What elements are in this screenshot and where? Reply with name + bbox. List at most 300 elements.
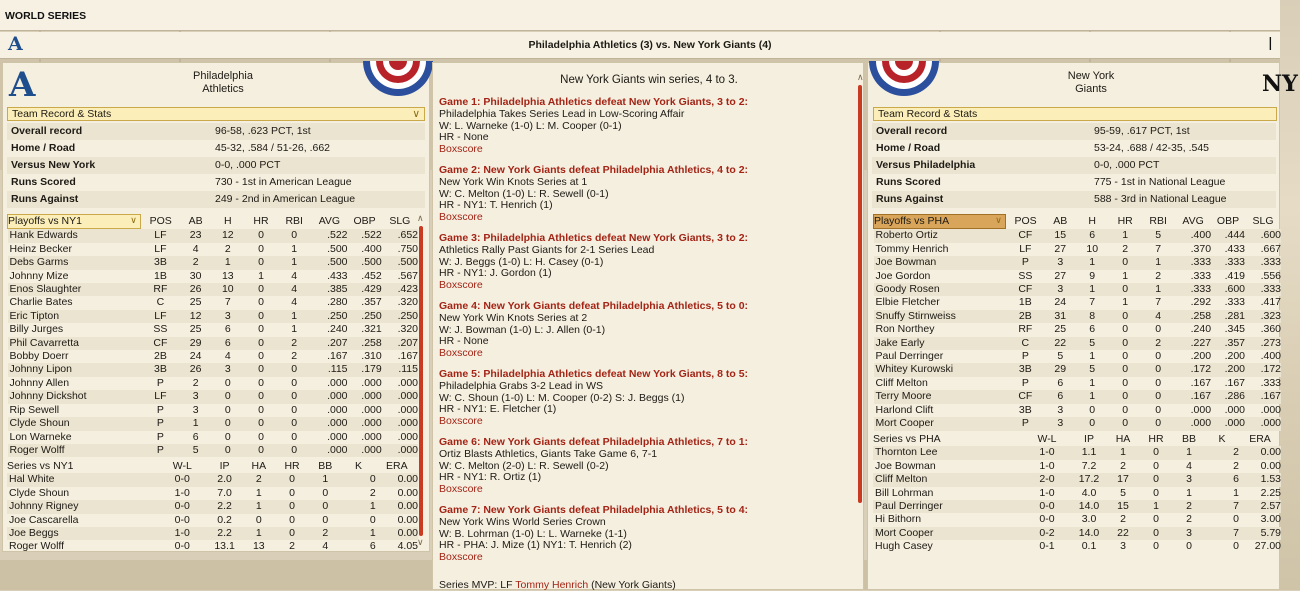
game-detail: HR - NY1: J. Gordon (1) <box>439 267 552 280</box>
game-title[interactable]: Game 6: New York Giants defeat Philadelphia Athletics, 7 to 1: <box>439 436 749 448</box>
stat-cell: 4 <box>224 350 231 363</box>
stat-cell: 4.0 <box>1081 486 1097 499</box>
record-row <box>872 140 1276 157</box>
game-detail: W: J. Bowman (1-0) L: J. Allen (0-1) <box>439 323 606 336</box>
team-name-line1: New York <box>1067 70 1115 82</box>
column-header[interactable]: IP <box>219 460 230 472</box>
column-header[interactable]: IP <box>1084 433 1094 445</box>
column-header[interactable]: HR <box>284 460 300 472</box>
stat-cell: .000 <box>311 390 347 403</box>
column-header[interactable]: AB <box>1053 215 1068 227</box>
stat-cell: 0 <box>309 500 341 513</box>
split-selector[interactable] <box>8 215 141 229</box>
stat-cell: .000 <box>1260 403 1281 416</box>
column-header[interactable]: H <box>1088 215 1097 227</box>
stat-cell: 0 <box>1155 323 1162 336</box>
stat-cell: 3 <box>1120 540 1126 553</box>
player-name[interactable]: Snuffy Stirnweiss <box>874 310 1006 323</box>
stat-cell: 1 <box>1122 296 1129 309</box>
stat-cell: 4 <box>1141 310 1175 323</box>
team-record-selector[interactable] <box>873 107 1277 121</box>
stat-cell: 1 <box>1107 446 1139 459</box>
column-header[interactable]: H <box>224 215 232 227</box>
stat-cell: 0 <box>258 323 264 336</box>
stat-cell: 2 <box>289 540 295 553</box>
stat-cell: C <box>1005 337 1045 350</box>
table-row <box>874 350 1282 363</box>
stat-cell: 13.1 <box>214 540 235 553</box>
game-title[interactable]: Game 1: Philadelphia Athletics defeat New York Giants, 3 to 2: <box>439 96 749 108</box>
column-header[interactable]: POS <box>1014 215 1037 227</box>
player-name[interactable]: Phil Cavarretta <box>8 337 141 350</box>
stat-cell: 6 <box>1057 376 1064 389</box>
column-header[interactable]: SLG <box>389 215 411 227</box>
stat-cell: .000 <box>382 444 418 457</box>
table-row <box>8 417 419 430</box>
scroll-down-icon[interactable]: ∨ <box>417 537 424 547</box>
boxscore-link[interactable]: Boxscore <box>439 211 483 224</box>
stat-cell: .200 <box>1224 350 1245 363</box>
record-row <box>7 140 425 157</box>
table-row <box>8 283 419 296</box>
mvp-suffix: (New York Giants) <box>588 579 676 591</box>
stat-cell: 6 <box>192 430 199 443</box>
column-header[interactable]: AB <box>188 215 203 227</box>
boxscore-link[interactable]: Boxscore <box>439 483 483 496</box>
stat-cell: 1 <box>1075 256 1109 269</box>
stat-cell: 1-0 <box>1023 446 1071 459</box>
stat-cell: 2.57 <box>1239 500 1281 513</box>
stat-cell: P <box>140 444 180 457</box>
player-name[interactable]: Mort Cooper <box>874 417 1006 430</box>
table-header-row <box>873 433 1281 446</box>
stat-cell: 0 <box>258 296 264 309</box>
stat-cell: .750 <box>397 242 418 255</box>
record-row <box>872 157 1276 174</box>
stat-cell: 17 <box>1107 473 1139 486</box>
player-name[interactable]: Elbie Fletcher <box>875 296 940 309</box>
stat-cell: 5 <box>1075 363 1109 376</box>
stat-cell: 2 <box>1205 446 1239 459</box>
stat-cell: .433 <box>1224 242 1245 255</box>
stat-cell: 1 <box>1089 350 1096 363</box>
game-title[interactable]: Game 2: New York Giants defeat Philadelphia Athletics, 4 to 2: <box>439 164 749 176</box>
stat-cell: 6 <box>1075 229 1109 243</box>
column-header[interactable]: HA <box>1115 433 1131 445</box>
table-row <box>8 256 419 269</box>
stat-cell: 24 <box>1054 296 1067 309</box>
stat-cell: .310 <box>361 350 382 363</box>
player-name[interactable]: Heinz Becker <box>9 242 72 255</box>
stat-cell: 1 <box>255 486 262 499</box>
game-title[interactable]: Game 4: New York Giants defeat Philadelphia Athletics, 5 to 0: <box>439 300 749 312</box>
player-name[interactable]: Terry Moore <box>874 390 1006 403</box>
team-record-selector[interactable] <box>7 107 425 121</box>
stat-cell: 0.00 <box>1260 459 1281 472</box>
stat-cell: 0 <box>245 337 277 350</box>
column-header[interactable]: RBI <box>1149 215 1167 227</box>
stat-cell: 6 <box>1045 390 1075 403</box>
stat-cell: 0 <box>277 390 311 403</box>
stat-cell: .172 <box>1175 363 1211 376</box>
stat-cell: .333 <box>1245 256 1281 269</box>
stat-cell: 3B <box>140 363 180 376</box>
table-row <box>8 296 419 309</box>
left-scrollbar[interactable] <box>419 226 423 536</box>
player-name[interactable]: Hank Edwards <box>8 229 141 243</box>
stat-cell: 1 <box>211 256 245 269</box>
stat-cell: .556 <box>1260 269 1281 282</box>
mvp-prefix: Series MVP: LF <box>439 579 516 591</box>
column-header[interactable]: ERA <box>1249 433 1271 445</box>
giants-panel <box>867 62 1298 590</box>
stat-cell: 3.0 <box>1081 513 1097 526</box>
stat-cell: C <box>156 296 165 309</box>
player-name[interactable]: Mort Cooper <box>873 527 1023 540</box>
stat-cell: 25 <box>189 296 202 309</box>
stat-cell: 13 <box>221 269 234 282</box>
stat-cell: 2.25 <box>1260 486 1281 499</box>
stat-cell: 7 <box>1205 527 1239 540</box>
column-header[interactable]: AVG <box>1182 215 1204 227</box>
record-label: Runs Against <box>11 193 79 205</box>
game-summary <box>439 437 854 496</box>
stat-cell: .000 <box>311 417 347 430</box>
game-summary <box>439 165 854 224</box>
stat-cell: 3 <box>1045 256 1075 269</box>
scroll-up-icon[interactable]: ∧ <box>417 213 424 223</box>
player-name[interactable]: Debs Garms <box>8 256 141 269</box>
player-name[interactable]: Hi Bithorn <box>875 513 922 526</box>
stat-cell: 0 <box>245 444 277 457</box>
stat-cell: CF <box>1005 390 1045 403</box>
player-name[interactable]: Joe Gordon <box>875 269 931 282</box>
stat-cell: P <box>140 417 180 430</box>
stat-cell: 0.00 <box>376 473 418 486</box>
stat-cell: 0 <box>1139 473 1173 486</box>
boxscore-link[interactable]: Boxscore <box>439 347 483 360</box>
record-row <box>872 123 1276 140</box>
stat-cell: 0 <box>1109 417 1141 430</box>
player-name[interactable]: Bill Lohrman <box>875 486 934 499</box>
stat-cell: 2.2 <box>206 527 242 540</box>
stat-cell: 0.00 <box>376 527 418 540</box>
player-name[interactable]: Johnny Rigney <box>7 500 158 513</box>
stat-cell: .000 <box>1224 403 1245 416</box>
middle-scrollbar[interactable] <box>858 85 862 503</box>
split-selector-label: Series vs PHA <box>873 433 941 445</box>
player-name[interactable]: Paul Derringer <box>875 350 944 363</box>
column-header[interactable]: SLG <box>1252 215 1274 227</box>
player-name[interactable]: Clyde Shoun <box>8 417 141 430</box>
stat-cell: 0 <box>277 417 311 430</box>
stat-cell: 6 <box>1205 473 1239 486</box>
game-detail: W: J. Beggs (1-0) L: H. Casey (0-1) <box>439 255 604 268</box>
player-name[interactable]: Billy Jurges <box>9 323 64 336</box>
stat-cell: .000 <box>1190 403 1212 416</box>
player-name[interactable]: Roberto Ortiz <box>874 229 1006 243</box>
player-name[interactable]: Hugh Casey <box>875 540 933 553</box>
stat-cell: 2 <box>1141 337 1175 350</box>
stat-cell: 1 <box>243 527 275 540</box>
column-header[interactable]: HR <box>1117 215 1133 227</box>
player-name[interactable]: Cliff Melton <box>873 473 1023 486</box>
stat-cell: 0 <box>1109 363 1141 376</box>
stat-cell: LF <box>154 242 167 255</box>
record-row <box>872 191 1276 208</box>
stat-cell: .357 <box>1211 337 1245 350</box>
stat-cell: .000 <box>348 417 382 430</box>
stat-cell: 1B <box>153 269 167 282</box>
stat-cell: 0 <box>1109 310 1141 323</box>
player-name[interactable]: Harlond Clift <box>875 403 934 416</box>
player-name[interactable]: Jake Early <box>874 337 1006 350</box>
stat-cell: 5 <box>1075 337 1109 350</box>
stat-cell: .250 <box>348 310 382 323</box>
stat-cell: 0 <box>1153 459 1159 472</box>
column-header[interactable]: W-L <box>1037 433 1057 445</box>
stat-cell: 7 <box>1155 296 1162 309</box>
stat-cell: 3 <box>1173 527 1205 540</box>
stat-cell: LF <box>140 390 180 403</box>
player-name[interactable]: Lon Warneke <box>9 430 72 443</box>
stat-cell: 0-0 <box>1023 500 1071 513</box>
mvp-player-link[interactable]: Tommy Henrich <box>515 579 589 591</box>
stat-cell: 0 <box>211 390 245 403</box>
stat-cell: 0 <box>211 417 245 430</box>
column-header[interactable]: BB <box>1181 433 1196 445</box>
stat-cell: 2 <box>192 376 199 389</box>
player-name[interactable]: Enos Slaughter <box>8 283 141 296</box>
player-name[interactable]: Joe Bowman <box>875 459 936 472</box>
stat-cell: 2 <box>1122 242 1129 255</box>
stat-cell: 1 <box>1141 283 1175 296</box>
stat-cell: 0 <box>1141 390 1175 403</box>
table-row <box>8 390 419 403</box>
split-selector-label: Playoffs vs PHA <box>874 215 950 227</box>
stat-cell: 0 <box>322 486 329 499</box>
stat-cell: 0.00 <box>376 500 418 513</box>
stat-cell: .500 <box>382 256 418 269</box>
stat-cell: .200 <box>1190 350 1212 363</box>
player-name[interactable]: Cliff Melton <box>875 376 928 389</box>
stat-cell: .333 <box>1245 283 1281 296</box>
stat-cell: .167 <box>327 350 348 363</box>
table-row <box>874 363 1282 376</box>
table-row <box>8 377 419 390</box>
player-name[interactable]: Charlie Bates <box>9 296 73 309</box>
player-name[interactable]: Paul Derringer <box>873 500 1023 513</box>
series-summary-panel <box>432 62 864 590</box>
game-title[interactable]: Game 3: Philadelphia Athletics defeat New York Giants, 3 to 2: <box>439 232 749 244</box>
game-summary <box>439 233 854 292</box>
team-name <box>153 70 293 96</box>
table-row <box>8 444 419 457</box>
matchup-bar <box>0 32 1280 59</box>
stat-cell: 0 <box>245 390 277 403</box>
stat-cell: .167 <box>397 350 418 363</box>
column-header[interactable]: OBP <box>1216 215 1240 227</box>
player-name[interactable]: Bobby Doerr <box>9 350 69 363</box>
player-name[interactable]: Johnny Dickshot <box>8 390 141 403</box>
player-name[interactable]: Johnny Mize <box>9 269 69 282</box>
column-header[interactable]: AVG <box>318 215 341 227</box>
record-value: 53-24, .688 / 42-35, .545 <box>1094 142 1210 154</box>
stat-cell: 0 <box>1141 417 1175 430</box>
stat-cell: .167 <box>1224 376 1245 389</box>
stat-cell: 25 <box>1054 323 1067 336</box>
stat-cell: .172 <box>1245 363 1281 376</box>
stat-cell: 3 <box>181 390 211 403</box>
stat-cell: 0 <box>277 229 311 243</box>
stat-cell: .167 <box>1190 376 1212 389</box>
stat-cell: 3 <box>1045 283 1075 296</box>
column-header[interactable]: K <box>355 460 363 472</box>
stat-cell: 24 <box>189 350 202 363</box>
scroll-up-icon[interactable]: ∧ <box>857 72 864 82</box>
record-row <box>7 157 425 174</box>
game-title[interactable]: Game 5: Philadelphia Athletics defeat New York Giants, 8 to 5: <box>439 368 749 380</box>
record-label: Runs Scored <box>876 176 941 188</box>
stat-cell: .000 <box>348 444 382 457</box>
stat-cell: 2 <box>1120 459 1126 472</box>
table-row <box>874 337 1282 350</box>
stat-cell: 3B <box>1018 403 1032 416</box>
player-name[interactable]: Eric Tipton <box>8 310 141 323</box>
stat-cell: 3 <box>192 403 199 416</box>
table-row <box>7 487 418 500</box>
stat-cell: 8 <box>1075 310 1109 323</box>
stat-cell: 1 <box>1109 229 1141 243</box>
stat-cell: 2-0 <box>1023 473 1071 486</box>
table-row <box>7 500 418 513</box>
record-label: Runs Scored <box>11 176 76 188</box>
stat-cell: 0 <box>1122 376 1129 389</box>
stat-cell: P <box>1005 256 1045 269</box>
stat-cell: 0 <box>1122 323 1129 336</box>
player-name[interactable]: Johnny Lipon <box>8 363 141 376</box>
player-name[interactable]: Tommy Henrich <box>875 242 949 255</box>
player-name[interactable]: Ron Northey <box>875 323 935 336</box>
stat-cell: .286 <box>1211 390 1245 403</box>
player-name[interactable]: Joe Bowman <box>874 256 1006 269</box>
stat-cell: .115 <box>382 363 418 376</box>
stat-cell: 26 <box>181 363 211 376</box>
stat-cell: 0 <box>1139 446 1173 459</box>
player-name[interactable]: Johnny Allen <box>9 376 70 389</box>
stat-cell: 7 <box>1205 500 1239 513</box>
game-title[interactable]: Game 7: New York Giants defeat Philadelphia Athletics, 5 to 4: <box>439 504 749 516</box>
record-value: 730 - 1st in American League <box>215 176 352 188</box>
column-header[interactable]: HA <box>251 460 267 472</box>
stat-cell: 0-0 <box>174 540 190 553</box>
stat-cell: 0 <box>277 363 311 376</box>
stat-cell: 29 <box>181 337 211 350</box>
player-name[interactable]: Whitey Kurowski <box>874 363 1006 376</box>
stat-cell: 6 <box>1089 323 1096 336</box>
stat-cell: 26 <box>181 283 211 296</box>
stat-cell: 0.00 <box>397 513 418 526</box>
stat-cell: .000 <box>382 417 418 430</box>
stat-cell: 1-0 <box>1039 486 1055 499</box>
stat-cell: 1 <box>1139 500 1173 513</box>
stat-cell: 27 <box>1054 242 1067 255</box>
player-name[interactable]: Clyde Shoun <box>9 486 70 499</box>
game-detail: HR - PHA: J. Mize (1) NY1: T. Henrich (2) <box>439 539 632 552</box>
column-header[interactable]: HR <box>253 215 269 227</box>
stat-cell: 0 <box>1155 376 1162 389</box>
player-name[interactable]: Roger Wolff <box>8 444 141 457</box>
stat-cell: .323 <box>1245 310 1281 323</box>
record-row <box>7 174 425 191</box>
record-row <box>872 174 1276 191</box>
stat-cell: 3 <box>1173 473 1205 486</box>
boxscore-link[interactable]: Boxscore <box>439 143 483 156</box>
stat-cell: .227 <box>1175 337 1211 350</box>
stat-cell: 0 <box>1141 363 1175 376</box>
record-value: 249 - 2nd in American League <box>215 193 356 205</box>
split-selector[interactable] <box>874 215 1006 229</box>
table-row <box>873 500 1281 513</box>
stat-cell: .667 <box>1260 242 1281 255</box>
game-detail: Philadelphia Grabs 3-2 Lead in WS <box>439 379 604 392</box>
table-row <box>874 417 1282 430</box>
stat-cell: .333 <box>1175 256 1211 269</box>
boxscore-link[interactable]: Boxscore <box>439 551 483 564</box>
stat-cell: 0.00 <box>1239 446 1281 459</box>
column-header[interactable]: OBP <box>353 215 376 227</box>
stat-cell: .400 <box>1260 350 1281 363</box>
column-header[interactable]: RBI <box>285 215 303 227</box>
record-value: 96-58, .623 PCT, 1st <box>215 125 311 137</box>
stat-cell: 0 <box>275 473 309 486</box>
player-name[interactable]: Joe Beggs <box>7 527 158 540</box>
column-header[interactable]: POS <box>149 215 172 227</box>
stat-cell: .360 <box>1260 323 1281 336</box>
column-header[interactable]: K <box>1218 433 1226 445</box>
stat-cell: 4 <box>277 283 311 296</box>
team-name <box>1021 70 1161 96</box>
boxscore-link[interactable]: Boxscore <box>439 415 483 428</box>
stat-cell: .333 <box>1175 283 1211 296</box>
stat-cell: 0 <box>258 376 264 389</box>
column-header[interactable]: BB <box>318 460 333 472</box>
table-row <box>873 487 1281 500</box>
table-row <box>873 513 1281 526</box>
stat-cell: 1 <box>181 417 211 430</box>
stat-cell: 0-0 <box>158 500 206 513</box>
team-name-line1: Philadelphia <box>193 70 253 82</box>
boxscore-link[interactable]: Boxscore <box>439 279 483 292</box>
stat-cell: 0 <box>258 242 264 255</box>
player-name[interactable]: Thornton Lee <box>873 446 1023 459</box>
stat-cell: .357 <box>361 296 382 309</box>
column-header[interactable]: HR <box>1148 433 1164 445</box>
player-name[interactable]: Roger Wolff <box>9 540 65 553</box>
stat-cell: 2 <box>243 473 275 486</box>
player-name[interactable]: Goody Rosen <box>874 283 1006 296</box>
table-row <box>874 404 1282 417</box>
stat-cell: .522 <box>348 229 382 243</box>
column-header[interactable]: W-L <box>172 460 192 472</box>
player-name[interactable]: Rip Sewell <box>9 403 60 416</box>
player-name[interactable]: Joe Cascarella <box>9 513 79 526</box>
stat-cell: .273 <box>1245 337 1281 350</box>
stat-cell: 1-0 <box>174 486 190 499</box>
column-header[interactable]: ERA <box>386 460 408 472</box>
player-name[interactable]: Hal White <box>7 473 158 486</box>
stat-cell: 2B <box>1005 310 1045 323</box>
